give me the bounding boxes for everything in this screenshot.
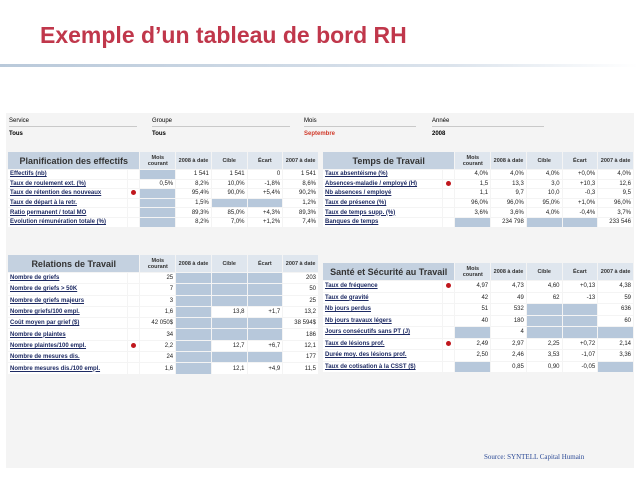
kpi-label[interactable]: Taux de lésions prof. xyxy=(323,339,442,350)
alert-cell xyxy=(128,180,140,189)
table-row xyxy=(8,363,318,373)
kpi-value: 60 xyxy=(598,316,633,327)
kpi-label[interactable]: Nombre de mesures dis. xyxy=(8,352,127,362)
kpi-value: 95,0% xyxy=(527,199,562,208)
kpi-label[interactable]: Absences-maladie / employé (H) xyxy=(323,180,442,189)
alert-cell xyxy=(128,170,140,179)
kpi-value: 10,0% xyxy=(212,180,247,189)
kpi-value: 2,14 xyxy=(598,339,633,350)
kpi-value xyxy=(248,352,283,362)
kpi-value: 3,6% xyxy=(455,208,490,217)
filter-mois-label: Mois xyxy=(304,118,317,124)
kpi-value: 7,4% xyxy=(283,218,318,227)
column-header: Écart xyxy=(563,263,598,280)
table-header-row xyxy=(8,152,318,169)
alert-cell xyxy=(128,218,140,227)
table-row xyxy=(323,170,633,179)
kpi-value xyxy=(598,362,633,373)
kpi-label[interactable]: Nb jours travaux légers xyxy=(323,316,442,327)
kpi-label[interactable]: Ratio permanent / total MO xyxy=(8,208,127,217)
filter-service-underline xyxy=(9,126,137,127)
kpi-value: 3,36 xyxy=(598,350,633,361)
kpi-table-sante-securite xyxy=(322,262,634,373)
column-header: Cible xyxy=(527,263,562,280)
kpi-value: 96,0% xyxy=(455,199,490,208)
kpi-value: 1,6 xyxy=(140,363,175,373)
kpi-label[interactable]: Durée moy. des lésions prof. xyxy=(323,350,442,361)
kpi-label[interactable]: Taux de roulement ext. (%) xyxy=(8,180,127,189)
kpi-value xyxy=(248,273,283,283)
alert-cell xyxy=(128,352,140,362)
kpi-value: 13,2 xyxy=(283,307,318,317)
kpi-value: 1 541 xyxy=(212,170,247,179)
filter-mois-value[interactable]: Septembre xyxy=(304,131,336,137)
kpi-label[interactable]: Nb jours perdus xyxy=(323,304,442,315)
kpi-value: +1,0% xyxy=(563,199,598,208)
kpi-label[interactable]: Jours consécutifs sans PT (J) xyxy=(323,327,442,338)
alert-dot-icon xyxy=(446,181,451,186)
kpi-value: 1,5 xyxy=(455,180,490,189)
column-header: 2007 à date xyxy=(283,255,318,272)
column-header: Mois courant xyxy=(455,152,490,169)
alert-cell xyxy=(128,341,140,351)
kpi-value: 1 541 xyxy=(176,170,211,179)
kpi-value: 96,0% xyxy=(491,199,526,208)
kpi-value: 3,6% xyxy=(491,208,526,217)
kpi-value xyxy=(212,284,247,294)
kpi-value: 4,0% xyxy=(527,208,562,217)
filter-service-label: Service xyxy=(9,118,30,124)
kpi-value: 12,1 xyxy=(283,341,318,351)
kpi-value xyxy=(248,296,283,306)
table-row xyxy=(323,339,633,350)
kpi-value: +10,3 xyxy=(563,180,598,189)
column-header: Mois courant xyxy=(455,263,490,280)
kpi-value xyxy=(248,284,283,294)
table-row xyxy=(8,284,318,294)
kpi-label[interactable]: Nb absences / employé xyxy=(323,189,442,198)
kpi-label[interactable]: Taux de gravité xyxy=(323,293,442,304)
kpi-value: 10,0 xyxy=(527,189,562,198)
kpi-value: 3 xyxy=(140,296,175,306)
kpi-value: 2,50 xyxy=(455,350,490,361)
table-row xyxy=(323,208,633,217)
kpi-value xyxy=(563,304,598,315)
filter-groupe-label: Groupe xyxy=(152,118,173,124)
alert-cell xyxy=(443,199,455,208)
kpi-value: 1,5% xyxy=(176,199,211,208)
kpi-value: -1,07 xyxy=(563,350,598,361)
kpi-value: -0,3 xyxy=(563,189,598,198)
kpi-value: 0,85 xyxy=(491,362,526,373)
kpi-value xyxy=(176,352,211,362)
table-row xyxy=(8,218,318,227)
kpi-value: -0,05 xyxy=(563,362,598,373)
kpi-value: 4,0% xyxy=(598,170,633,179)
column-header: Cible xyxy=(212,152,247,169)
alert-cell xyxy=(443,304,455,315)
kpi-value: 3,0 xyxy=(527,180,562,189)
alert-dot-icon xyxy=(131,343,136,348)
kpi-value xyxy=(248,329,283,339)
kpi-value xyxy=(176,341,211,351)
table-header-row xyxy=(8,255,318,272)
kpi-value xyxy=(598,327,633,338)
kpi-value: 8,6% xyxy=(283,180,318,189)
alert-cell xyxy=(443,293,455,304)
kpi-label[interactable]: Banques de temps xyxy=(323,218,442,227)
table-row xyxy=(323,350,633,361)
alert-cell xyxy=(128,329,140,339)
alert-cell xyxy=(443,281,455,292)
kpi-value: 40 xyxy=(455,316,490,327)
alert-cell xyxy=(443,362,455,373)
kpi-value: 90,0% xyxy=(212,189,247,198)
slide-title: Exemple d’un tableau de bord RH xyxy=(40,22,407,48)
filter-annee-label: Année xyxy=(432,118,450,124)
alert-cell xyxy=(128,189,140,198)
kpi-label[interactable]: Nombre plaintes/100 empl. xyxy=(8,341,127,351)
kpi-value: 89,3% xyxy=(176,208,211,217)
filter-bar xyxy=(6,113,634,145)
kpi-value: +6,7 xyxy=(248,341,283,351)
kpi-value: 8,2% xyxy=(176,180,211,189)
table-row xyxy=(323,304,633,315)
alert-cell xyxy=(128,363,140,373)
kpi-value: 177 xyxy=(283,352,318,362)
table-row xyxy=(8,296,318,306)
kpi-value: 7,0% xyxy=(212,218,247,227)
kpi-value xyxy=(563,218,598,227)
kpi-value: 12,6 xyxy=(598,180,633,189)
kpi-value xyxy=(212,273,247,283)
section-title: Planification des effectifs xyxy=(8,152,139,169)
column-header: 2008 à date xyxy=(491,152,526,169)
kpi-value: 12,1 xyxy=(212,363,247,373)
column-header: 2007 à date xyxy=(598,152,633,169)
alert-cell xyxy=(128,284,140,294)
kpi-value: 42 xyxy=(455,293,490,304)
kpi-value: 50 xyxy=(283,284,318,294)
table-row xyxy=(8,352,318,362)
filter-service-value[interactable]: Tous xyxy=(9,131,23,137)
kpi-value: 38 594$ xyxy=(283,318,318,328)
kpi-value: 2,25 xyxy=(527,339,562,350)
kpi-value: 95,4% xyxy=(176,189,211,198)
kpi-value: 4,0% xyxy=(491,170,526,179)
alert-cell xyxy=(443,208,455,217)
alert-cell xyxy=(443,350,455,361)
kpi-value: 532 xyxy=(491,304,526,315)
kpi-value xyxy=(212,329,247,339)
kpi-label[interactable]: Nombre de griefs majeurs xyxy=(8,296,127,306)
table-header-row xyxy=(323,152,633,169)
kpi-value: 2,97 xyxy=(491,339,526,350)
kpi-value xyxy=(176,296,211,306)
alert-dot-icon xyxy=(446,283,451,288)
kpi-table-planification xyxy=(7,151,319,228)
kpi-value: 0,5% xyxy=(140,180,175,189)
kpi-value: +5,4% xyxy=(248,189,283,198)
kpi-value: 1,2% xyxy=(283,199,318,208)
kpi-value: 51 xyxy=(455,304,490,315)
kpi-table-relations-de-travail xyxy=(7,254,319,375)
kpi-value xyxy=(527,316,562,327)
kpi-value xyxy=(212,199,247,208)
kpi-label[interactable]: Évolution rémunération totale (%) xyxy=(8,218,127,227)
kpi-label[interactable]: Coût moyen par grief ($) xyxy=(8,318,127,328)
kpi-value: 1,6 xyxy=(140,307,175,317)
table-header-row xyxy=(323,263,633,280)
kpi-value xyxy=(140,170,175,179)
alert-cell xyxy=(128,296,140,306)
table-row xyxy=(323,189,633,198)
table-row xyxy=(8,307,318,317)
kpi-value: 12,7 xyxy=(212,341,247,351)
kpi-value: 4,38 xyxy=(598,281,633,292)
kpi-value: 59 xyxy=(598,293,633,304)
kpi-value: 4,97 xyxy=(455,281,490,292)
alert-cell xyxy=(443,180,455,189)
kpi-value: 8,2% xyxy=(176,218,211,227)
kpi-value: +0,13 xyxy=(563,281,598,292)
table-row xyxy=(8,273,318,283)
alert-cell xyxy=(443,316,455,327)
kpi-value: 11,5 xyxy=(283,363,318,373)
kpi-label[interactable]: Taux de rétention des nouveaux xyxy=(8,189,127,198)
alert-cell xyxy=(128,273,140,283)
kpi-value xyxy=(527,327,562,338)
kpi-value: +0,0% xyxy=(563,170,598,179)
title-underline xyxy=(0,64,638,67)
kpi-value: 0 xyxy=(248,170,283,179)
table-row xyxy=(323,281,633,292)
kpi-value: 2,2 xyxy=(140,341,175,351)
kpi-value: 42 050$ xyxy=(140,318,175,328)
kpi-value: 180 xyxy=(491,316,526,327)
column-header: Écart xyxy=(248,255,283,272)
kpi-value: 90,2% xyxy=(283,189,318,198)
table-row xyxy=(8,208,318,217)
kpi-value xyxy=(455,327,490,338)
kpi-value: 4,0% xyxy=(527,170,562,179)
kpi-value xyxy=(563,316,598,327)
kpi-value: 49 xyxy=(491,293,526,304)
kpi-value: -13 xyxy=(563,293,598,304)
kpi-value xyxy=(176,318,211,328)
kpi-value: 203 xyxy=(283,273,318,283)
table-row xyxy=(323,362,633,373)
kpi-value: -1,8% xyxy=(248,180,283,189)
kpi-value: 25 xyxy=(140,273,175,283)
column-header: Écart xyxy=(248,152,283,169)
alert-cell xyxy=(128,208,140,217)
kpi-label[interactable]: Taux de cotisation à la CSST ($) xyxy=(323,362,442,373)
table-row xyxy=(8,318,318,328)
kpi-value: +4,9 xyxy=(248,363,283,373)
kpi-value: 186 xyxy=(283,329,318,339)
kpi-label[interactable]: Taux de départ à la retr. xyxy=(8,199,127,208)
kpi-value: 13,3 xyxy=(491,180,526,189)
kpi-table-temps-de-travail xyxy=(322,151,634,228)
column-header: 2007 à date xyxy=(283,152,318,169)
table-row xyxy=(323,180,633,189)
table-row xyxy=(8,329,318,339)
kpi-label[interactable]: Taux de temps supp. (%) xyxy=(323,208,442,217)
kpi-value: 85,0% xyxy=(212,208,247,217)
kpi-value: 3,7% xyxy=(598,208,633,217)
kpi-value xyxy=(455,362,490,373)
table-row xyxy=(323,327,633,338)
kpi-value: -0,4% xyxy=(563,208,598,217)
table-row xyxy=(323,293,633,304)
kpi-value: +1,2% xyxy=(248,218,283,227)
alert-dot-icon xyxy=(131,190,136,195)
kpi-value: 233 546 xyxy=(598,218,633,227)
kpi-label[interactable]: Nombre de plaintes xyxy=(8,329,127,339)
kpi-label[interactable]: Taux de fréquence xyxy=(323,281,442,292)
alert-cell xyxy=(443,189,455,198)
kpi-value: 96,0% xyxy=(598,199,633,208)
kpi-value xyxy=(248,318,283,328)
kpi-value: 4,73 xyxy=(491,281,526,292)
kpi-value xyxy=(212,352,247,362)
table-row xyxy=(8,189,318,198)
alert-cell xyxy=(443,339,455,350)
kpi-label[interactable]: Nombre de griefs xyxy=(8,273,127,283)
filter-mois-underline xyxy=(304,126,416,127)
kpi-value xyxy=(563,327,598,338)
table-row xyxy=(8,199,318,208)
source-note: Source: SYNTELL Capital Humain xyxy=(484,453,585,461)
section-title: Santé et Sécurité au Travail xyxy=(323,263,454,280)
filter-groupe-underline xyxy=(152,126,290,127)
kpi-label[interactable]: Taux de présence (%) xyxy=(323,199,442,208)
kpi-label[interactable]: Taux absentéisme (%) xyxy=(323,170,442,179)
section-title: Temps de Travail xyxy=(323,152,454,169)
column-header: Écart xyxy=(563,152,598,169)
kpi-value: 0,90 xyxy=(527,362,562,373)
kpi-value: 89,3% xyxy=(283,208,318,217)
column-header: 2007 à date xyxy=(598,263,633,280)
kpi-value xyxy=(455,218,490,227)
table-row xyxy=(323,199,633,208)
alert-cell xyxy=(128,307,140,317)
column-header: Cible xyxy=(212,255,247,272)
kpi-value: 9,5 xyxy=(598,189,633,198)
kpi-value xyxy=(212,296,247,306)
kpi-value xyxy=(527,218,562,227)
kpi-value: 4,0% xyxy=(455,170,490,179)
kpi-label[interactable]: Nombre de griefs > 50K xyxy=(8,284,127,294)
kpi-value xyxy=(140,189,175,198)
kpi-value: 2,49 xyxy=(455,339,490,350)
kpi-value xyxy=(176,307,211,317)
filter-annee-value[interactable]: 2008 xyxy=(432,131,446,137)
kpi-value: 4 xyxy=(491,327,526,338)
kpi-value: +0,72 xyxy=(563,339,598,350)
alert-cell xyxy=(443,170,455,179)
table-row xyxy=(8,341,318,351)
kpi-value: +1,7 xyxy=(248,307,283,317)
kpi-value xyxy=(140,199,175,208)
kpi-value xyxy=(212,318,247,328)
alert-cell xyxy=(128,199,140,208)
kpi-value xyxy=(140,208,175,217)
section-title: Relations de Travail xyxy=(8,255,139,272)
kpi-value: 4,60 xyxy=(527,281,562,292)
table-row xyxy=(8,170,318,179)
kpi-value xyxy=(176,329,211,339)
table-row xyxy=(8,180,318,189)
kpi-label[interactable]: Effectifs (nb) xyxy=(8,170,127,179)
filter-annee-underline xyxy=(432,126,544,127)
kpi-value xyxy=(176,273,211,283)
kpi-label[interactable]: Nombre mesures dis./100 empl. xyxy=(8,363,127,373)
column-header: 2008 à date xyxy=(491,263,526,280)
kpi-label[interactable]: Nombre griefs/100 empl. xyxy=(8,307,127,317)
column-header: Mois courant xyxy=(140,255,175,272)
kpi-value: 9,7 xyxy=(491,189,526,198)
kpi-value: 25 xyxy=(283,296,318,306)
kpi-value: 7 xyxy=(140,284,175,294)
column-header: Mois courant xyxy=(140,152,175,169)
kpi-value xyxy=(176,284,211,294)
kpi-value: 34 xyxy=(140,329,175,339)
kpi-value: 636 xyxy=(598,304,633,315)
kpi-value: 1 541 xyxy=(283,170,318,179)
alert-cell xyxy=(443,327,455,338)
kpi-value xyxy=(176,363,211,373)
table-row xyxy=(323,218,633,227)
kpi-value xyxy=(527,304,562,315)
kpi-value: 2,46 xyxy=(491,350,526,361)
kpi-value: 1,1 xyxy=(455,189,490,198)
kpi-value: +4,3% xyxy=(248,208,283,217)
alert-cell xyxy=(443,218,455,227)
column-header: Cible xyxy=(527,152,562,169)
column-header: 2008 à date xyxy=(176,152,211,169)
column-header: 2008 à date xyxy=(176,255,211,272)
kpi-value: 234 798 xyxy=(491,218,526,227)
filter-groupe-value[interactable]: Tous xyxy=(152,131,166,137)
kpi-value: 3,53 xyxy=(527,350,562,361)
kpi-value: 24 xyxy=(140,352,175,362)
kpi-value: 62 xyxy=(527,293,562,304)
kpi-value: 13,8 xyxy=(212,307,247,317)
table-row xyxy=(323,316,633,327)
kpi-value xyxy=(248,199,283,208)
kpi-value xyxy=(140,218,175,227)
alert-dot-icon xyxy=(446,341,451,346)
alert-cell xyxy=(128,318,140,328)
